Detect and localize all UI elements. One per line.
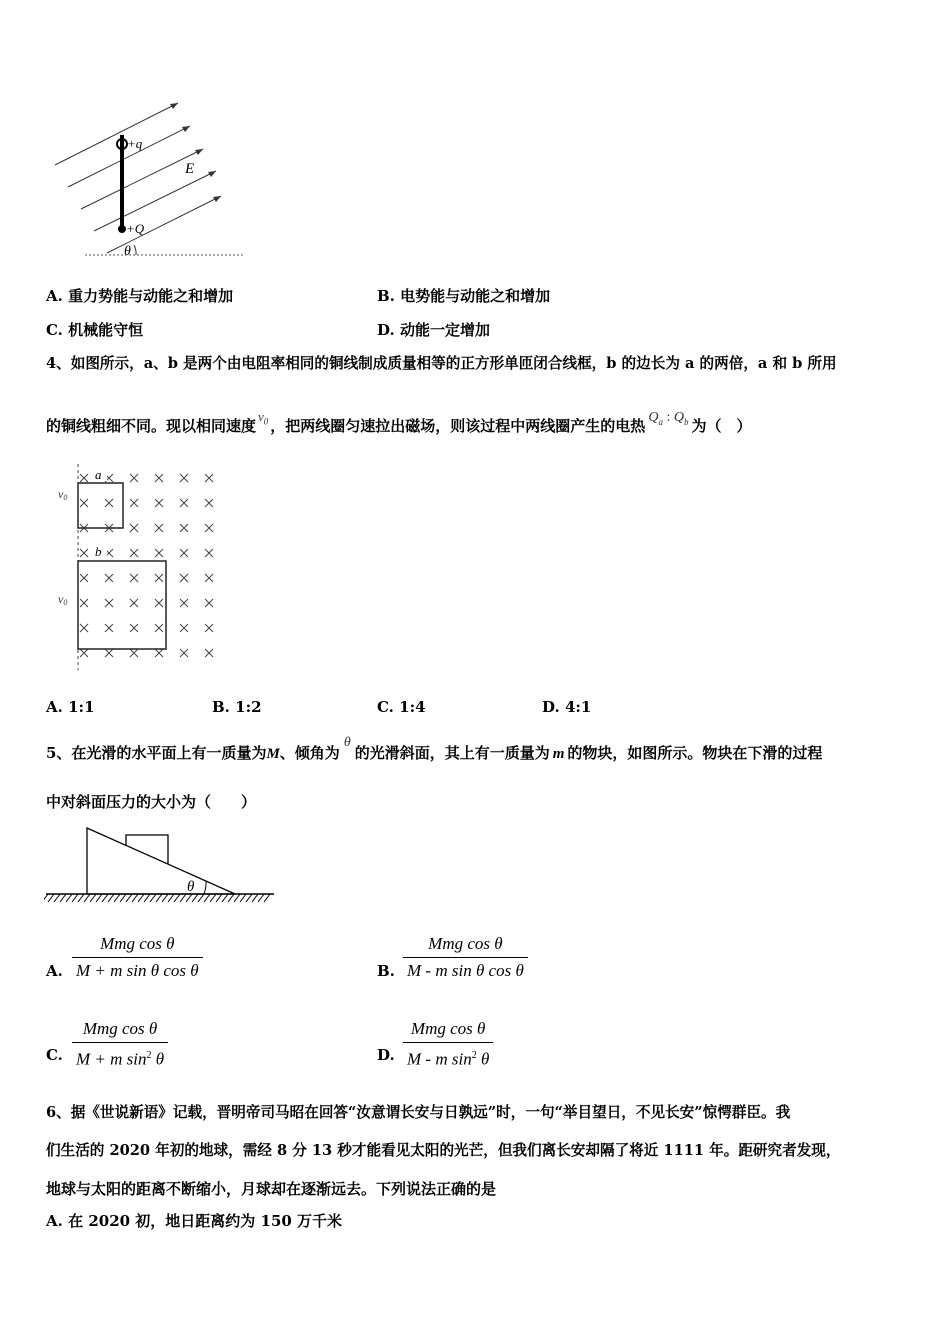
- field-x-mark: [80, 499, 88, 507]
- option-text: 1:2: [235, 698, 262, 716]
- hatch-line: [198, 894, 204, 902]
- q5-stem-line1: 5、在光滑的水平面上有一质量为M、倾角为θ的光滑斜面，其上有一质量为 m 的物块，如图所示。物块在下滑的过程: [46, 735, 823, 762]
- field-x-mark: [80, 574, 88, 582]
- angle-arc: [204, 881, 206, 894]
- field-x-mark: [180, 549, 188, 557]
- q6-stem-line2: 们生活的 2020 年初的地球，需经 8 分 13 秒才能看见太阳的光芒，但我们离长安却隔了将近 1111 年。距研究者发现，: [46, 1142, 841, 1159]
- field-x-mark: [155, 624, 163, 632]
- v0-symbol: $v_0$: [258, 409, 269, 427]
- field-x-mark: [180, 599, 188, 607]
- q5-option-a-letter: A.: [46, 962, 63, 980]
- q5-option-a-fraction: Mmg cos θ M + m sin θ cos θ: [72, 933, 203, 982]
- q3-option-b: [377, 286, 550, 306]
- hatch-line: [120, 894, 126, 902]
- q3-option-c: [46, 320, 143, 340]
- option-text: 在 2020 初，地日距离约为 150 万千米: [68, 1212, 343, 1230]
- hatch-line: [48, 894, 54, 902]
- q5-option-d-letter: D.: [377, 1046, 395, 1064]
- option-letter: A.: [46, 698, 63, 716]
- incline-figure: [44, 822, 276, 910]
- hatch-line: [108, 894, 114, 902]
- option-text: 4:1: [564, 698, 592, 716]
- field-x-mark: [155, 524, 163, 532]
- field-x-mark: [130, 499, 138, 507]
- hatch-line: [234, 894, 240, 902]
- option-text: 机械能守恒: [68, 321, 144, 339]
- hatch-line: [126, 894, 132, 902]
- hatch-line: [222, 894, 228, 902]
- q5-option-c-letter: C.: [46, 1046, 63, 1064]
- field-x-mark: [155, 599, 163, 607]
- field-x-mark: [105, 574, 113, 582]
- field-x-mark: [205, 624, 213, 632]
- q6-option-a: [46, 1211, 342, 1231]
- option-letter: B.: [212, 698, 230, 716]
- field-x-mark: [130, 574, 138, 582]
- hatch-line: [114, 894, 120, 902]
- q4-stem-line2: [46, 409, 752, 442]
- hatch-line: [246, 894, 252, 902]
- option-letter: A.: [46, 287, 63, 305]
- field-line: [94, 171, 216, 231]
- field-x-mark: [205, 574, 213, 582]
- field-x-mark: [205, 649, 213, 657]
- hatch-line: [228, 894, 234, 902]
- q5-option-d-fraction: Mmg cos θ M - m $\sin^2 \theta$: [403, 1018, 493, 1071]
- field-x-mark: [205, 599, 213, 607]
- option-letter: A.: [46, 1212, 63, 1230]
- hatch-line: [264, 894, 270, 902]
- q6-stem-line3: 地球与太阳的距离不断缩小，月球却在逐渐远去。下列说法正确的是: [46, 1180, 497, 1198]
- hatch-line: [186, 894, 192, 902]
- q4-text-a: 的铜线粗细不同。现以相同速度: [46, 417, 257, 435]
- hatch-line: [180, 894, 186, 902]
- field-x-mark: [130, 524, 138, 532]
- hatch-line: [192, 894, 198, 902]
- hatch-line: [258, 894, 264, 902]
- hatch-line: [204, 894, 210, 902]
- label-Q: +Q: [126, 221, 145, 236]
- field-x-mark: [180, 624, 188, 632]
- field-line: [55, 103, 178, 165]
- field-x-mark: [180, 499, 188, 507]
- label-E: E: [185, 161, 195, 177]
- field-x-mark: [80, 549, 88, 557]
- symbol-theta: θ: [343, 735, 351, 750]
- hatch-line: [156, 894, 162, 902]
- q4-option-a: [46, 697, 95, 717]
- field-x-mark: [180, 574, 188, 582]
- q6-stem-line1: 6、据《世说新语》记载，晋明帝司马昭在回答“汝意谓长安与日孰远”时，一句“举目望日，不见长安”惊愕群臣。我: [46, 1104, 791, 1121]
- field-x-mark: [155, 549, 163, 557]
- label-q: +q: [127, 136, 143, 151]
- field-x-mark: [205, 499, 213, 507]
- hatch-line: [90, 894, 96, 902]
- field-x-mark: [130, 599, 138, 607]
- hatch-line: [216, 894, 222, 902]
- hatch-line: [96, 894, 102, 902]
- hatch-line: [72, 894, 78, 902]
- loop-a: [78, 483, 123, 528]
- field-x-mark: [205, 524, 213, 532]
- field-x-mark: [105, 599, 113, 607]
- magnetic-field-figure: [52, 460, 227, 672]
- q5-option-b-fraction: Mmg cos θ M - m sin θ cos θ: [403, 933, 528, 982]
- label-v0-top: v0: [58, 487, 68, 502]
- field-x-mark: [105, 499, 113, 507]
- hatch-line: [168, 894, 174, 902]
- q4-stem-line1: 4、如图所示，a、b 是两个由电阻率相同的铜线制成质量相等的正方形单匝闭合线框，b 的边长为 a 的两倍，a 和 b 所用: [46, 355, 837, 372]
- field-x-mark: [105, 649, 113, 657]
- field-x-mark: [130, 649, 138, 657]
- hatch-line: [66, 894, 72, 902]
- hatch-line: [102, 894, 108, 902]
- field-x-mark: [130, 549, 138, 557]
- charge-field-figure: [40, 95, 260, 265]
- label-a: a: [95, 467, 102, 482]
- field-line: [81, 149, 203, 209]
- hatch-line: [78, 894, 84, 902]
- option-letter: D.: [542, 698, 560, 716]
- hatch-line: [44, 894, 48, 902]
- option-letter: D.: [377, 321, 395, 339]
- q3-option-a: [46, 286, 233, 306]
- q3-option-d: [377, 320, 490, 340]
- label-v0-bottom: v0: [58, 592, 68, 607]
- field-x-mark: [130, 474, 138, 482]
- field-x-mark: [80, 474, 88, 482]
- hatch-line: [54, 894, 60, 902]
- incline-block: [87, 828, 235, 894]
- q4-text-b: ，把两线圈匀速拉出磁场，则该过程中两线圈产生的电热: [270, 417, 646, 435]
- option-letter: B.: [377, 287, 395, 305]
- q4-option-b: [212, 697, 262, 717]
- option-letter: C.: [46, 321, 63, 339]
- hatch-line: [240, 894, 246, 902]
- field-x-mark: [180, 649, 188, 657]
- field-x-mark: [80, 649, 88, 657]
- option-text: 1:4: [399, 698, 426, 716]
- option-text: 动能一定增加: [399, 321, 490, 339]
- field-x-mark: [105, 624, 113, 632]
- loop-b: [78, 561, 166, 649]
- angle-arc: [134, 245, 136, 255]
- q5-option-c-fraction: Mmg cos θ M + m $\sin^2 \theta$: [72, 1018, 168, 1071]
- field-x-mark: [180, 474, 188, 482]
- Qa-Qb-ratio: $Q_a$ : $Q_b$: [648, 410, 689, 427]
- hatch-line: [132, 894, 138, 902]
- field-x-mark: [205, 549, 213, 557]
- option-letter: C.: [377, 698, 394, 716]
- hatch-line: [60, 894, 66, 902]
- field-x-mark: [80, 624, 88, 632]
- charge-Q: [118, 225, 126, 233]
- label-b: b: [95, 544, 102, 559]
- q4-option-d: [542, 697, 591, 717]
- field-x-mark: [155, 499, 163, 507]
- field-x-mark: [180, 524, 188, 532]
- field-x-mark: [155, 574, 163, 582]
- hatch-line: [84, 894, 90, 902]
- field-x-mark: [155, 649, 163, 657]
- field-x-mark: [155, 474, 163, 482]
- hatch-line: [138, 894, 144, 902]
- symbol-M: M: [266, 746, 280, 762]
- option-text: 重力势能与动能之和增加: [68, 287, 234, 305]
- hatch-line: [144, 894, 150, 902]
- option-text: 1:1: [68, 698, 95, 716]
- small-block: [126, 835, 168, 864]
- field-x-mark: [80, 599, 88, 607]
- q4-option-c: [377, 697, 426, 717]
- hatch-line: [174, 894, 180, 902]
- field-x-mark: [130, 624, 138, 632]
- q5-stem-line2: 中对斜面压力的大小为（ ）: [46, 793, 257, 811]
- q4-text-c: 为（ ）: [691, 417, 752, 435]
- hatch-line: [162, 894, 168, 902]
- symbol-m: m: [552, 746, 565, 762]
- q5-option-b-letter: B.: [377, 962, 395, 980]
- hatch-line: [150, 894, 156, 902]
- hatch-line: [210, 894, 216, 902]
- option-text: 电势能与动能之和增加: [400, 287, 551, 305]
- field-x-mark: [205, 474, 213, 482]
- hatch-line: [252, 894, 258, 902]
- label-theta: θ: [187, 879, 195, 895]
- label-theta: θ: [124, 244, 131, 259]
